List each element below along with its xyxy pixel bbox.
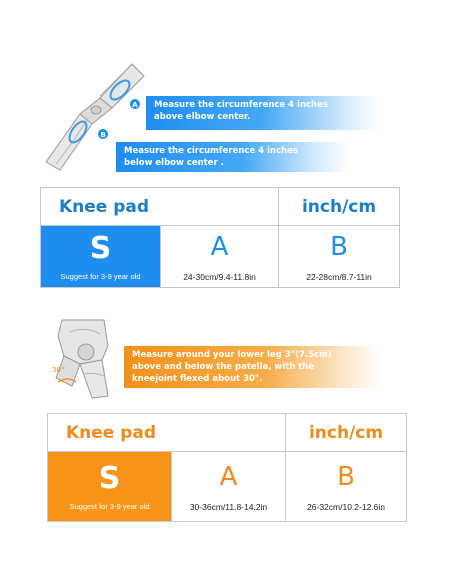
- table-title: Knee pad: [41, 188, 279, 226]
- age-suggestion: Suggest for 3-9 year old: [69, 502, 150, 511]
- column-b-label: B: [337, 461, 355, 492]
- table-header-row: [41, 188, 400, 226]
- size-cell: [48, 452, 172, 522]
- knee-illustration: [42, 316, 132, 400]
- size-cell: [41, 226, 161, 288]
- banner-a-line-1: Measure the circumference 4 inches: [154, 100, 328, 110]
- table-header-row: [48, 414, 407, 452]
- column-b-cell: [279, 226, 400, 288]
- knee-banner-line-2: above and below the patella, with the: [132, 362, 315, 372]
- column-a-value: 24-30cm/9.4-11.8in: [183, 271, 256, 282]
- banner-a-line-2: above elbow center.: [154, 112, 251, 122]
- column-b-value: 26-32cm/10.2-12.6in: [307, 501, 385, 512]
- column-a-label: A: [219, 461, 238, 492]
- elbow-banner-b: [116, 142, 348, 172]
- age-suggestion: Suggest for 3-9 year old: [60, 272, 141, 281]
- column-b-value: 22-28cm/8.7-11in: [306, 271, 372, 282]
- column-a-cell: [161, 226, 279, 288]
- table-unit: inch/cm: [286, 414, 407, 452]
- knee-banner-line-3: kneejoint flexed about 30°.: [132, 374, 263, 384]
- knee-banner: [124, 346, 380, 388]
- size-table-elbow: [40, 187, 400, 288]
- column-a-label: A: [210, 231, 229, 262]
- elbow-banner-a: [146, 96, 378, 130]
- banner-b-line-2: below elbow center .: [124, 158, 224, 168]
- marker-a-label: A: [132, 101, 138, 109]
- marker-b-label: B: [100, 131, 106, 139]
- table-row: [41, 226, 400, 288]
- table-title: Knee pad: [48, 414, 286, 452]
- size-table-knee: [47, 413, 407, 522]
- angle-label: 30°: [52, 366, 65, 374]
- size-label: S: [89, 231, 112, 266]
- size-label: S: [98, 461, 121, 496]
- table-unit: inch/cm: [279, 188, 400, 226]
- column-b-cell: [286, 452, 407, 522]
- table-row: [48, 452, 407, 522]
- column-a-cell: [172, 452, 286, 522]
- column-b-label: B: [330, 231, 348, 262]
- column-a-value: 30-36cm/11.8-14.2in: [189, 501, 268, 512]
- knee-banner-line-1: Measure around your lower leg 3"(7.5cm): [132, 350, 332, 360]
- banner-b-line-1: Measure the circumference 4 inches: [124, 146, 298, 156]
